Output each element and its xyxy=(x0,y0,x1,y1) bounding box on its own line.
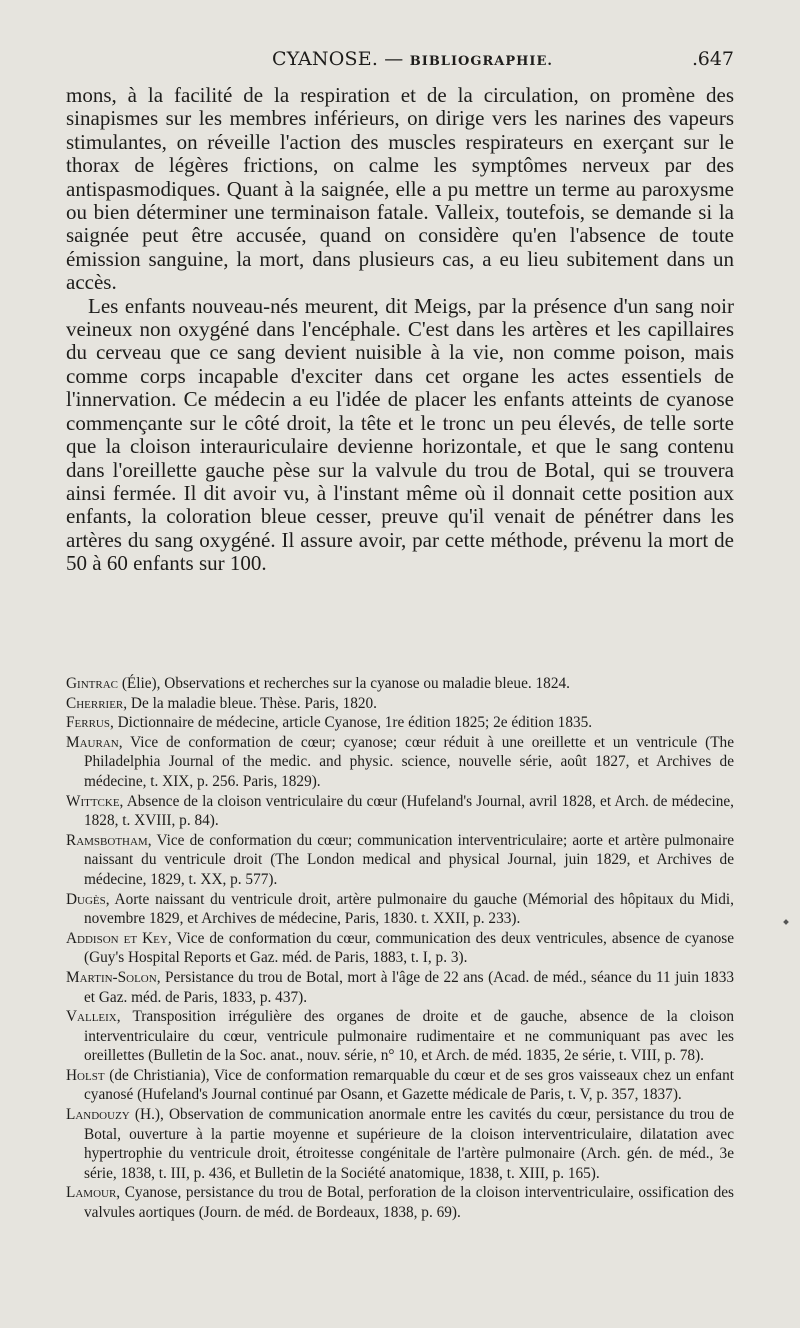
bibliography-entry xyxy=(66,1105,734,1183)
entry-author: Mauran xyxy=(66,733,119,751)
header-dot: . xyxy=(692,48,699,70)
running-header xyxy=(66,48,734,74)
entry-text: , Persistance du trou de Botal, mort à l'âge de 22 ans (Acad. de méd., séance du 11 juin 1833 et Gaz. méd. de Paris, 1833, p. 437). xyxy=(84,968,734,1006)
entry-text: (H.), Observation de communication anormale entre les cavités du cœur, persistance du trou de Botal, ouverture à la partie moyenne et supérieure de la cloison interventriculaire, dilatation avec hypertrophie du ventricule droit, étroitesse congénitale de l'artère pulmonaire (Arch. gén. de méd., 3e série, 1838, t. III, p. 436, et Bulletin de la Société anatomique, 1838, t. XIII, p. 165). xyxy=(84,1106,734,1182)
entry-author: Gintrac xyxy=(66,675,118,692)
bibliography-entry xyxy=(66,1066,734,1105)
paragraph: Les enfants nouveau-nés meurent, dit Meigs, par la présence d'un sang noir veineux non oxygéné dans l'encéphale. C'est dans les artères et les capillaires du cerveau que ce sang devient nuisible à la vie, non comme poison, mais comme corps incapable d'exciter dans cet organe les actes essentiels de l'innervation. Ce médecin a eu l'idée de placer les enfants atteints de cyanose commençante sur le côté droit, la tête et le tronc un peu élevés, de telle sorte que la cloison interauriculaire devienne horizontale, et que le sang contenu dans l'oreillette gauche pèse sur la valvule du trou de Botal, qui se trouvera ainsi fermée. Il dit avoir vu, à l'instant même où il donnait cette position aux enfants, la coloration bleue cesser, preuve qu'il venait de pénétrer dans les artères du sang oxygéné. Il assure avoir, par cette méthode, prévenu la mort de 50 à 60 enfants sur 100. xyxy=(66,293,734,576)
entry-text: , Aorte naissant du ventricule droit, artère pulmonaire du gauche (Mémorial des hôpitaux du Midi, novembre 1829, et Archives de médecine, Paris, 1830. t. XXII, p. 233). xyxy=(84,890,734,928)
entry-author: Martin-Solon xyxy=(66,968,157,986)
entry-text: , Cyanose, persistance du trou de Botal, perforation de la cloison interventriculaire, ossification des valvules aortiques (Journ. de méd. de Bordeaux, 1838, p. 69). xyxy=(84,1184,734,1222)
bibliography-entry xyxy=(66,674,734,694)
bibliography-entry xyxy=(66,929,734,968)
header-subtitle: BIBLIOGRAPHIE. xyxy=(409,54,553,69)
entry-text: , De la maladie bleue. Thèse. Paris, 1820. xyxy=(123,694,378,712)
entry-author: Ferrus xyxy=(66,714,110,732)
entry-author: Valleix xyxy=(66,1008,117,1026)
bibliography-entry xyxy=(66,1183,734,1222)
entry-text: , Dictionnaire de médecine, article Cyanose, 1re édition 1825; 2e édition 1835. xyxy=(109,714,593,732)
paragraph: mons, à la facilité de la respiration et de la circulation, on promène des sinapismes sur les membres inférieurs, on dirige vers les narines des vapeurs stimulantes, on réveille l'action des muscles respirateurs en exerçant sur le thorax de légères frictions, on calme les symptômes nerveux par des antispasmodiques. Quant à la saignée, elle a pu mettre un terme au paroxysme ou bien déterminer une terminaison fatale. Valleix, toutefois, se demande si la saignée peut être accusée, quand on considère qu'en l'absence de toute émission sanguine, la mort, dans plusieurs cas, a eu lieu subitement dans un accès. xyxy=(66,83,734,295)
bibliography-entry xyxy=(66,694,734,714)
entry-author: Dugès xyxy=(66,890,106,908)
bibliography-entry xyxy=(66,733,734,792)
bibliography-entry xyxy=(66,1007,734,1066)
bibliography-entry xyxy=(66,890,734,929)
entry-text: , Absence de la cloison ventriculaire du cœur (Hufeland's Journal, avril 1828, et Arch. de médecine, 1828, t. XVIII, p. 84). xyxy=(84,792,734,830)
entry-author: Addison et Key xyxy=(66,929,168,947)
entry-author: Holst xyxy=(66,1066,105,1084)
entry-text: , Vice de conformation du cœur, communication des deux ventricules, absence de cyanose (Guy's Hospital Reports et Gaz. méd. de Paris, 1883, t. I, p. 3). xyxy=(84,929,734,967)
entry-author: Landouzy xyxy=(66,1106,130,1124)
page-number: 647 xyxy=(697,48,734,70)
margin-mark xyxy=(783,919,789,925)
header-title xyxy=(272,48,553,70)
entry-text: , Vice de conformation de cœur; cyanose; cœur réduit à une oreillette et un ventricule (The Philadelphia Journal of the medic. and physic. science, nouvelle série, août 1827, et Archives de médecine, t. XIX, p. 256. Paris, 1829). xyxy=(84,733,734,790)
entry-text: , Vice de conformation du cœur; communication interventriculaire; aorte et artère pulmonaire naissant du ventricule droit (The London medical and physical Journal, juin 1829, et Archives de médecine, 1829, t. XX, p. 577). xyxy=(84,831,734,888)
entry-author: Wittcke xyxy=(66,792,120,810)
bibliography-entry xyxy=(66,713,734,733)
entry-text: (Élie), Observations et recherches sur la cyanose ou maladie bleue. 1824. xyxy=(118,675,570,692)
bibliography-entry xyxy=(66,968,734,1007)
entry-author: Cherrier xyxy=(66,694,124,712)
bibliography xyxy=(66,674,734,1223)
entry-text: , Transposition irrégulière des organes de droite et de gauche, absence de la cloison interventriculaire du cœur, ventricule pulmonaire rudimentaire et ne communiquant pas avec les oreillettes (Bulletin de la Soc. anat., nouv. série, n° 10, et Arch. de méd. 1835, 2e série, t. VIII, p. 78). xyxy=(84,1008,734,1065)
entry-author: Lamour xyxy=(66,1184,117,1202)
bibliography-entry xyxy=(66,792,734,831)
bibliography-entry xyxy=(66,831,734,890)
header-title-main: CYANOSE. — xyxy=(272,48,404,70)
entry-author: Ramsbotham xyxy=(66,831,148,849)
entry-text: (de Christiania), Vice de conformation remarquable du cœur et de ses gros vaisseaux chez un enfant cyanosé (Hufeland's Journal continué par Osann, et Gazette médicale de Paris, t. V, p. 357, 1837). xyxy=(84,1066,734,1104)
body-text xyxy=(66,84,734,576)
